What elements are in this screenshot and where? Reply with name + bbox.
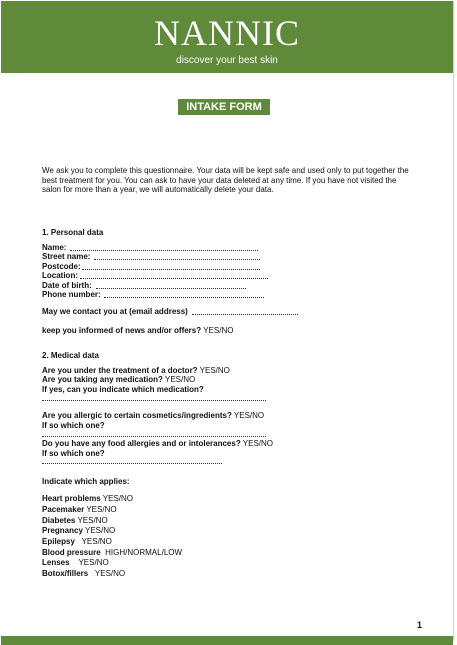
street-line[interactable] — [94, 259, 260, 260]
contact-question: May we contact you at (email address) — [42, 307, 188, 316]
applies-label: Heart problems — [42, 494, 101, 503]
newsletter-question: keep you informed of news and/or offers? — [42, 326, 202, 335]
footer-bar — [1, 636, 453, 645]
applies-label: Diabetes — [42, 516, 76, 525]
medication-row — [42, 375, 195, 385]
applies-item-heart — [42, 494, 133, 504]
applies-options[interactable]: YES/NO — [77, 516, 108, 525]
applies-options[interactable]: YES/NO — [81, 537, 112, 546]
applies-item-pregnancy — [42, 526, 115, 536]
allergy-row — [42, 411, 264, 421]
which-food-allergy-question: If so which one? — [42, 449, 105, 458]
applies-item-botox — [42, 569, 125, 579]
allergy-answer[interactable]: YES/NO — [233, 411, 265, 420]
field-label-location: Location: — [42, 271, 78, 280]
field-label-dob: Date of birth: — [42, 281, 92, 290]
newsletter-row — [42, 326, 233, 336]
applies-label: Pregnancy — [42, 526, 83, 535]
page-edge-rule — [453, 1, 454, 641]
applies-label: Lenses — [42, 558, 70, 567]
brand-header — [1, 1, 453, 73]
medication-answer[interactable]: YES/NO — [165, 375, 196, 384]
food-allergy-row — [42, 439, 273, 449]
field-label-phone: Phone number: — [42, 290, 101, 299]
food-allergy-question: Do you have any food allergies and or intolerances? — [42, 439, 241, 448]
newsletter-answer[interactable]: YES/NO — [203, 326, 234, 335]
applies-item-diabetes — [42, 516, 108, 526]
applies-options[interactable]: YES/NO — [86, 505, 117, 514]
form-title: INTAKE FORM — [178, 99, 270, 115]
section-heading-personal: 1. Personal data — [42, 228, 104, 237]
applies-item-epilepsy — [42, 537, 112, 547]
name-line[interactable] — [70, 250, 258, 251]
postcode-line[interactable] — [82, 269, 260, 270]
applies-label: Pacemaker — [42, 505, 85, 514]
applies-options[interactable]: YES/NO — [102, 494, 133, 503]
allergy-question: Are you allergic to certain cosmetics/ingredients? — [42, 411, 232, 420]
applies-label: Epilepsy — [42, 537, 75, 546]
phone-line[interactable] — [104, 297, 264, 298]
medication-answer-line[interactable] — [42, 400, 266, 401]
email-line[interactable] — [192, 314, 298, 315]
brand-logo: NANNIC — [154, 13, 300, 53]
dob-line[interactable] — [96, 288, 246, 289]
medication-question: Are you taking any medication? — [42, 375, 163, 384]
applies-label: Botox/fillers — [42, 569, 89, 578]
field-label-name: Name: — [42, 243, 67, 252]
which-allergy-question: If so which one? — [42, 421, 105, 430]
intro-paragraph: We ask you to complete this questionnaire. Your data will be kept safe and used only to put together the best treatment for you. You can ask to have your data deleted at any time. If you have not visited the salon for more than a year, we will automatically delete your data. — [42, 166, 409, 194]
doctor-answer[interactable]: YES/NO — [199, 366, 230, 375]
applies-item-pacemaker — [42, 505, 117, 515]
food-allergy-answer-line[interactable] — [42, 463, 222, 464]
doctor-question: Are you under the treatment of a doctor? — [42, 366, 198, 375]
field-label-street: Street name: — [42, 252, 91, 261]
applies-item-blood-pressure — [42, 548, 182, 558]
applies-options[interactable]: HIGH/NORMAL/LOW — [105, 548, 183, 557]
applies-heading: Indicate which applies: — [42, 477, 130, 486]
food-allergy-answer[interactable]: YES/NO — [242, 439, 274, 448]
applies-label: Blood pressure — [42, 548, 101, 557]
location-line[interactable] — [80, 278, 268, 279]
section-heading-medical: 2. Medical data — [42, 351, 99, 360]
which-medication-question: If yes, can you indicate which medication? — [42, 385, 204, 394]
applies-options[interactable]: YES/NO — [84, 526, 116, 535]
applies-item-lenses — [42, 558, 109, 568]
field-label-postcode: Postcode: — [42, 262, 81, 271]
page-number: 1 — [417, 620, 423, 630]
brand-tagline: discover your best skin — [176, 55, 278, 66]
allergy-answer-line[interactable] — [42, 436, 266, 437]
applies-options[interactable]: YES/NO — [94, 569, 126, 578]
applies-options[interactable]: YES/NO — [78, 558, 109, 567]
